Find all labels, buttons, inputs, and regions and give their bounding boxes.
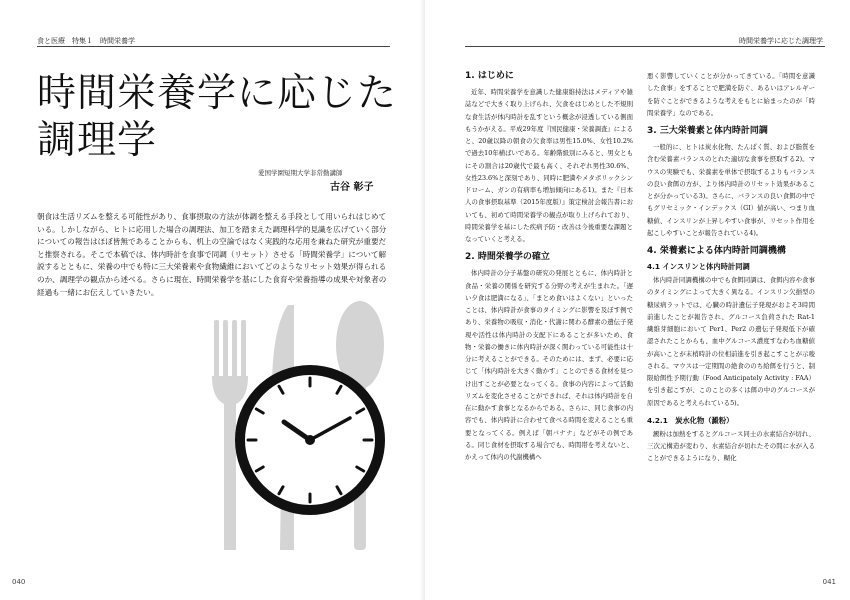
page-number-left: 040 <box>12 578 26 586</box>
column-2-continuation: 悪く影響していくことが分かってきている。「時間を意識した食事」をすることで肥満を防ぐ、あるいはアレルギーを防ぐことができるような考えをもとに始まったのが「時間栄養学」なのである。 <box>647 72 815 117</box>
author-name: 古谷 彰子 <box>330 182 374 193</box>
section-4-heading: 4. 栄養素による体内時計同調機構 <box>647 246 786 256</box>
abstract: 朝食は生活リズムを整える可能性があり、食事摂取の方法が体調を整える手段として用いられはじめている。しかしながら、ヒトに応用した場合の調理法、加工を踏まえた調理科学的見識を広げていく部分についての報告はほぼ皆無であることからも、机上の空論ではなく実践的な応用を兼ねた研究が重要だと推察される。そこで本稿では、体内時計を食事で同調（リセット）させる「時間栄養学」について解説するとともに、栄養の中でも特に三大栄養素や食物繊維においてどのようなリセット効果が得られるのか、調理学の観点から述べる。さらに現在、時間栄養学を基にした食育や栄養指導の成果や対象者の経過も一緒にお伝えしていきたい。 <box>37 212 387 297</box>
right-page <box>425 0 850 600</box>
article-title <box>37 70 397 164</box>
section-1-heading: 1. はじめに <box>465 71 514 81</box>
header-rule-right <box>465 46 825 47</box>
clock-with-fork-knife-spoon-icon <box>200 300 425 560</box>
title-line-1: 時間栄養学に応じた <box>37 71 398 116</box>
text-column-2 <box>647 70 815 471</box>
section-3-heading: 3. 三大栄養素と体内時計同調 <box>647 126 768 136</box>
page-number-right: 041 <box>822 578 836 586</box>
running-header-left: 食と医療 特集１ 時間栄養学 <box>37 37 135 45</box>
section-2-body: 体内時計の分子基盤の研究の発展とともに、体内時計と食品・栄養の関係を研究する分野の考えが生まれた。「遅い夕食は肥満になる」、「まとめ食いはよくない」といったことは、体内時計が食事のタイミングに影響を及ぼす例であり、栄養物の吸収・消化・代謝に関わる酵素の遺伝子発現や活性は体内時計の支配下にあることが多いため、食物・栄養の働きに体内時計が深く関わっている可能性は十分に考えることができる。そのためには、まず、必要に応じて「体内時計を大きく動かす」ことのできる食材を見つけ出すことが必要となってくる。食事の内容によって活動リズムを変化させることができれば、それは体内時計を自在に動かす食事となるからである。さらに、同じ食事の内容でも、体内時計に合わせて食べる時間を変えることも重要となってくる。例えば「朝バナナ」などがその例である。同じ食材を摂取する場合でも、時間帯を考えないと、かえって体内の代謝機構へ <box>465 269 633 461</box>
section-4-1-heading: 4.1 インスリンと体内時計同調 <box>647 262 750 271</box>
section-2-heading: 2. 時間栄養学の確立 <box>465 252 550 263</box>
header-rule-left <box>37 46 390 47</box>
running-header-right: 時間栄養学に応じた調理学 <box>739 37 823 45</box>
section-3-body: 一般的に、ヒトは炭水化物、たんぱく質、および脂質を含む栄養素バランスのとれた適切な食事を摂取する2)。マウスの実験でも、栄養素を単体で摂取するよりもバランスの良い食餌の方が、より体内時計のリセット効果があることが分かっている3)。さらに、バランスの良い食餌の中でもグリセミック・インデックス（GI）値が高い、つまり血糖値、インスリンが上昇しやすい食事が、リセット作用を起こしやすいことが報告されている4)。 <box>647 143 815 237</box>
section-4-1-body: 体内時計同調機構の中でも食餌同調は、食餌内容や食事のタイミングによって大きく異なる。インスリン欠損型の糖尿病ラットでは、心臓の時計遺伝子発現がおよそ3時間前進したことが報告され、グルコース負荷された Rat-1 繊維芽細胞において Per1、Per2 の遺伝子発現低下が確認されたことからも、血中グルコース濃度すなわち血糖値が高いことが末梢時計の位相前進を引き起こすことが示唆される。マウスは一定期間の絶食ののち給餌を行うと、制限給餌性予期行動（Food Anticipately Activity : FAA）を引き起こすが、このことの多くは餌の中のグルコースが原因であると考えられている5)。 <box>647 276 815 407</box>
author-affiliation: 愛国学園短期大学非常勤講師 <box>258 169 343 177</box>
section-4-2-1-body: 澱粉は加熱をするとグルコース同士の水素結合が切れ、三次元構造が変わり、水素結合が切れたその間に水が入ることができるようになり、糊化 <box>647 429 815 463</box>
title-line-2: 調理学 <box>37 118 158 163</box>
section-1-body: 近年、時間栄養学を意識した健康維持法はメディアや雑誌などで大きく取り上げられ、欠食をはじめとした不規則な食生活が体内時計を乱すという概念が浸透している側面もうかがえる。平成29年度『国民健康・栄養調査』によると、20歳以降の朝食の欠食率は男性15.0%、女性10.2%で過去10年横ばいである。年齢階級別にみると、男女ともにその割合は20歳代で最も高く、それぞれ男性30.6%、女性23.6%と深刻であり、同時に肥満やメタボリックシンドローム、ガンの有病率も増加傾向にある1)。また『日本人の食事摂取基準（2015年度版）』策定検討会報告書においても、初めて時間栄養学の観点が取り上げられており、時間栄養学を基にした疾病予防・改善は今後重要な課題となっていくと考える。 <box>465 88 633 243</box>
text-column-1 <box>465 70 633 469</box>
section-4-2-1-heading: 4.2.1 炭水化物（澱粉） <box>647 415 734 425</box>
